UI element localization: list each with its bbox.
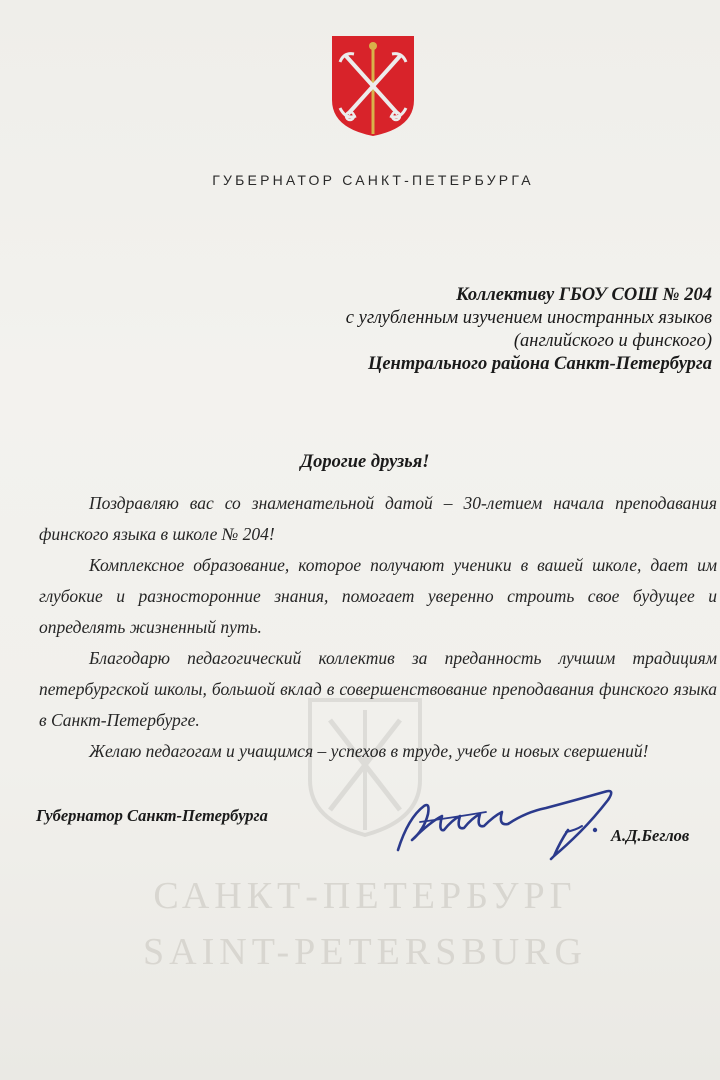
office-title: ГУБЕРНАТОР САНКТ-ПЕТЕРБУРГА — [212, 172, 534, 188]
signatory-name: А.Д.Беглов — [611, 826, 690, 845]
addressee-line-4: Центрального района Санкт-Петербурга — [367, 354, 712, 374]
addressee-line-3: (английского и финского) — [513, 331, 712, 351]
addressee-block — [192, 284, 712, 376]
watermark-text-ru: САНКТ-ПЕТЕРБУРГ — [153, 875, 577, 917]
greeting: Дорогие друзья! — [300, 452, 430, 472]
coat-of-arms-icon — [330, 34, 416, 138]
paragraph-2: Комплексное образование, которое получают ученики в вашей школе, дает им глубокие и разносторонние знания, помогает уверенно строить свое будущее и определять жизненный путь. — [39, 555, 717, 637]
signatory-title: Губернатор Санкт-Петербурга — [36, 806, 268, 825]
paragraph-3: Благодарю педагогический коллектив за преданность лучшим традициям петербургской школы, большой вклад в совершенствование преподавания финского языка в Санкт-Петербурге. — [39, 648, 717, 730]
addressee-line-2: с углубленным изучением иностранных языков — [345, 308, 712, 328]
paragraph-1: Поздравляю вас со знаменательной датой – 30-летием начала преподавания финского языка в школе № 204! — [39, 493, 717, 544]
handwritten-signature-icon — [390, 778, 630, 868]
paragraph-4: Желаю педагогам и учащимся – успехов в труде, учебе и новых свершений! — [89, 741, 649, 761]
watermark-text-en: SAINT-PETERSBURG — [143, 931, 587, 973]
addressee-line-1: Коллективу ГБОУ СОШ № 204 — [456, 285, 712, 305]
